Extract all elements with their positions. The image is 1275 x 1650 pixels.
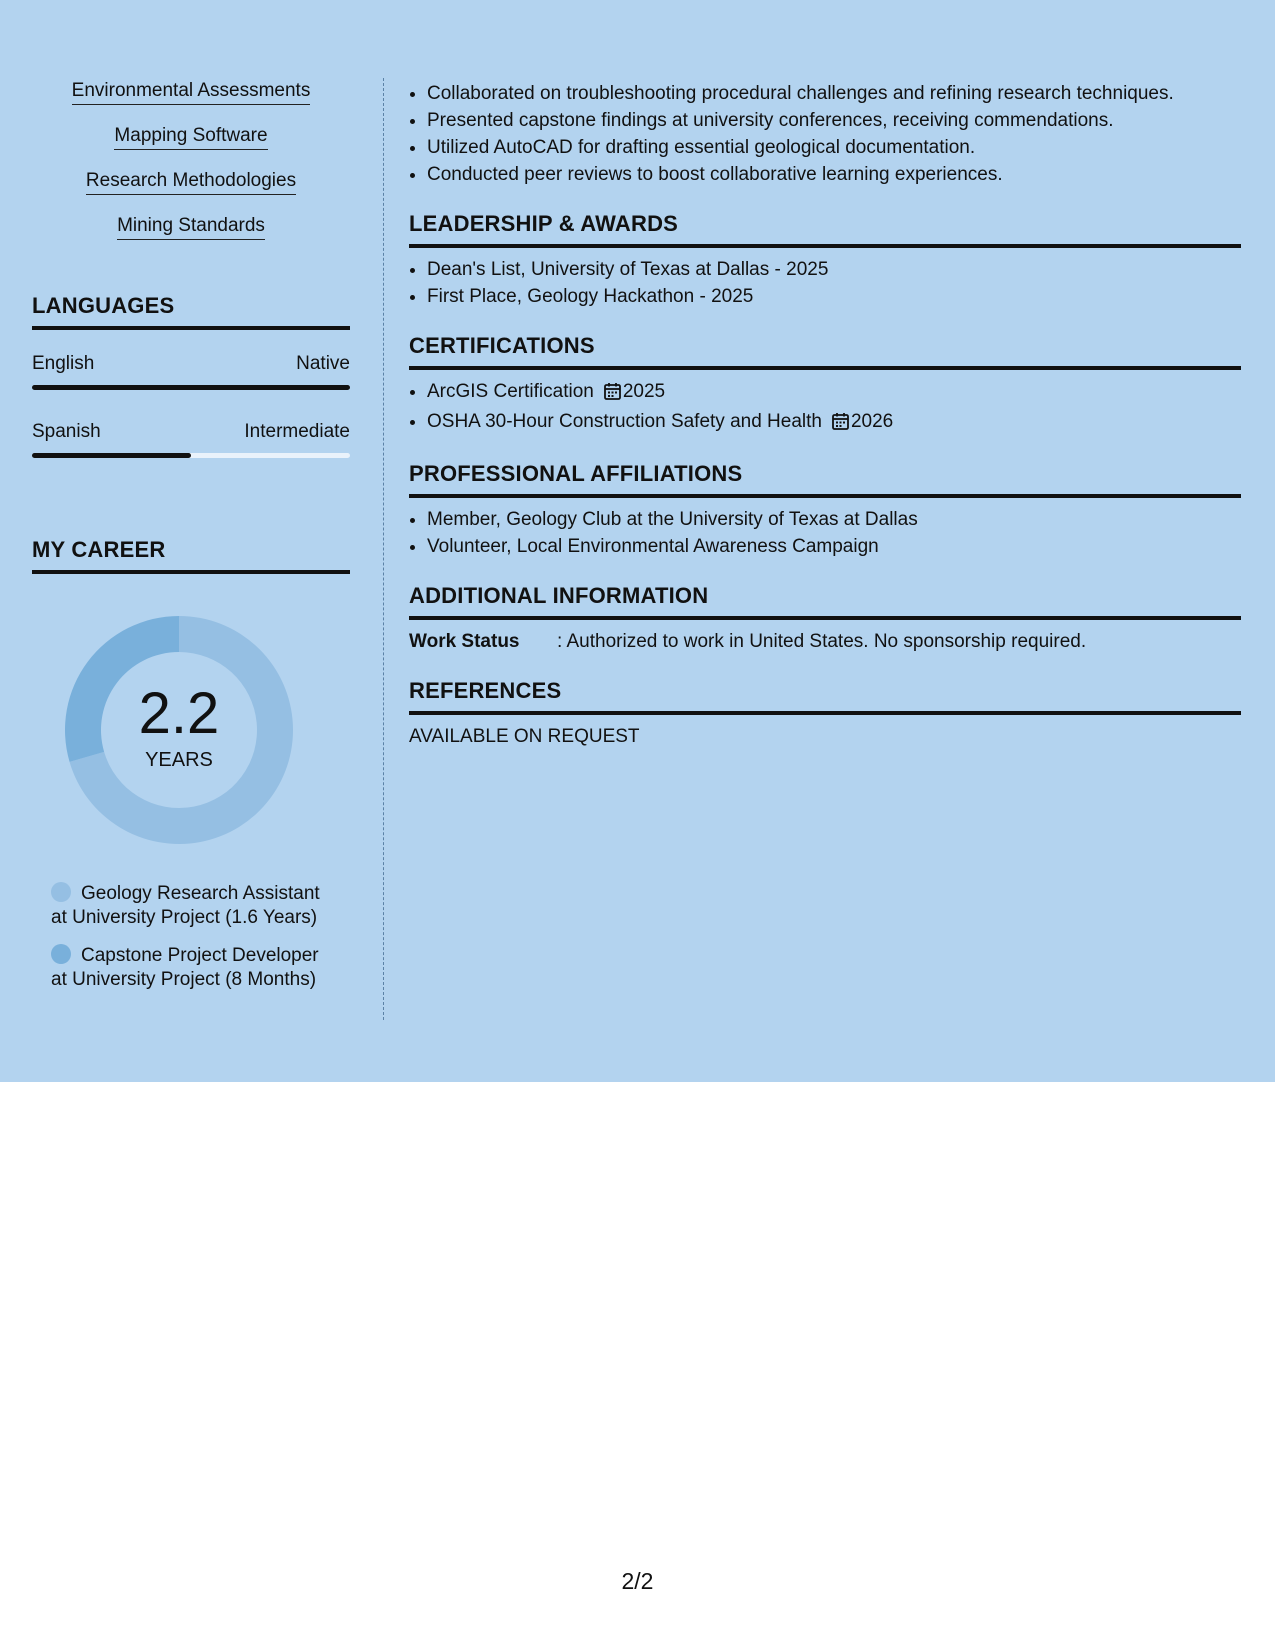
legend-role: Capstone Project Developer [81,945,319,966]
work-status-value: : Authorized to work in United States. No sponsorship required. [557,631,1087,652]
section-title: PROFESSIONAL AFFILIATIONS [409,460,1241,498]
skills-list [32,78,350,241]
skill-tag: Mapping Software [114,123,267,150]
career-total-unit: YEARS [145,749,213,771]
certification-name: ArcGIS Certification [427,381,594,402]
certification-name: OSHA 30-Hour Construction Safety and Health [427,411,822,432]
list-item: • Dean's List, University of Texas at Dallas - 2025 [427,256,1241,283]
work-status-row [409,628,1241,655]
legend-role: Geology Research Assistant [81,883,320,904]
experience-bullets [409,80,1241,188]
list-item [32,168,350,196]
leadership-list [409,256,1241,310]
certification-year: 2025 [622,381,666,402]
language-bar [32,453,350,458]
list-item: • Conducted peer reviews to boost collaborative learning experiences. [427,161,1241,188]
section-title: REFERENCES [409,677,1241,715]
career-legend [51,882,350,992]
legend-detail: at University Project (8 Months) [51,969,317,990]
legend-item [51,882,350,930]
list-item: • Member, Geology Club at the University of Texas at Dallas [427,506,1241,533]
list-item [427,378,1241,408]
languages-section [32,292,350,458]
language-level: Native [296,353,350,374]
list-item: • Presented capstone findings at university conferences, receiving commendations. [427,107,1241,134]
skill-tag: Environmental Assessments [72,78,311,105]
list-item: • First Place, Geology Hackathon - 2025 [427,283,1241,310]
page-number: 2/2 [621,1568,654,1594]
main-column [409,80,1241,750]
sidebar [32,78,350,1006]
calendar-icon [832,411,849,438]
skill-tag: Mining Standards [117,213,265,240]
language-row [32,352,350,390]
career-donut-chart [65,616,293,844]
legend-dot-icon [51,944,71,964]
language-row [32,420,350,458]
language-name: Spanish [32,421,101,442]
list-item: • Utilized AutoCAD for drafting essential geological documentation. [427,134,1241,161]
list-item [32,213,350,241]
section-title: LEADERSHIP & AWARDS [409,210,1241,248]
list-item: • Collaborated on troubleshooting procedural challenges and refining research techniques. [427,80,1241,107]
language-bar-fill [32,385,350,390]
language-bar-fill [32,453,191,458]
language-level: Intermediate [244,421,350,442]
section-title: ADDITIONAL INFORMATION [409,582,1241,620]
certification-year: 2026 [850,411,894,432]
section-title: LANGUAGES [32,292,350,330]
career-total-value: 2.2 [138,681,220,746]
list-item [32,78,350,106]
legend-item [51,944,350,992]
list-item [32,123,350,151]
list-item: • Volunteer, Local Environmental Awareness Campaign [427,533,1241,560]
affiliations-list [409,506,1241,560]
references-text: AVAILABLE ON REQUEST [409,726,640,747]
work-status-label: Work Status [409,631,520,652]
language-bar [32,385,350,390]
column-divider [383,78,384,1020]
language-name: English [32,353,95,374]
legend-dot-icon [51,882,71,902]
certifications-list [409,378,1241,438]
calendar-icon [604,381,621,408]
section-title: MY CAREER [32,536,350,574]
career-section [32,536,350,992]
section-title: CERTIFICATIONS [409,332,1241,370]
legend-detail: at University Project (1.6 Years) [51,907,318,928]
skill-tag: Research Methodologies [86,168,296,195]
list-item [427,408,1241,438]
